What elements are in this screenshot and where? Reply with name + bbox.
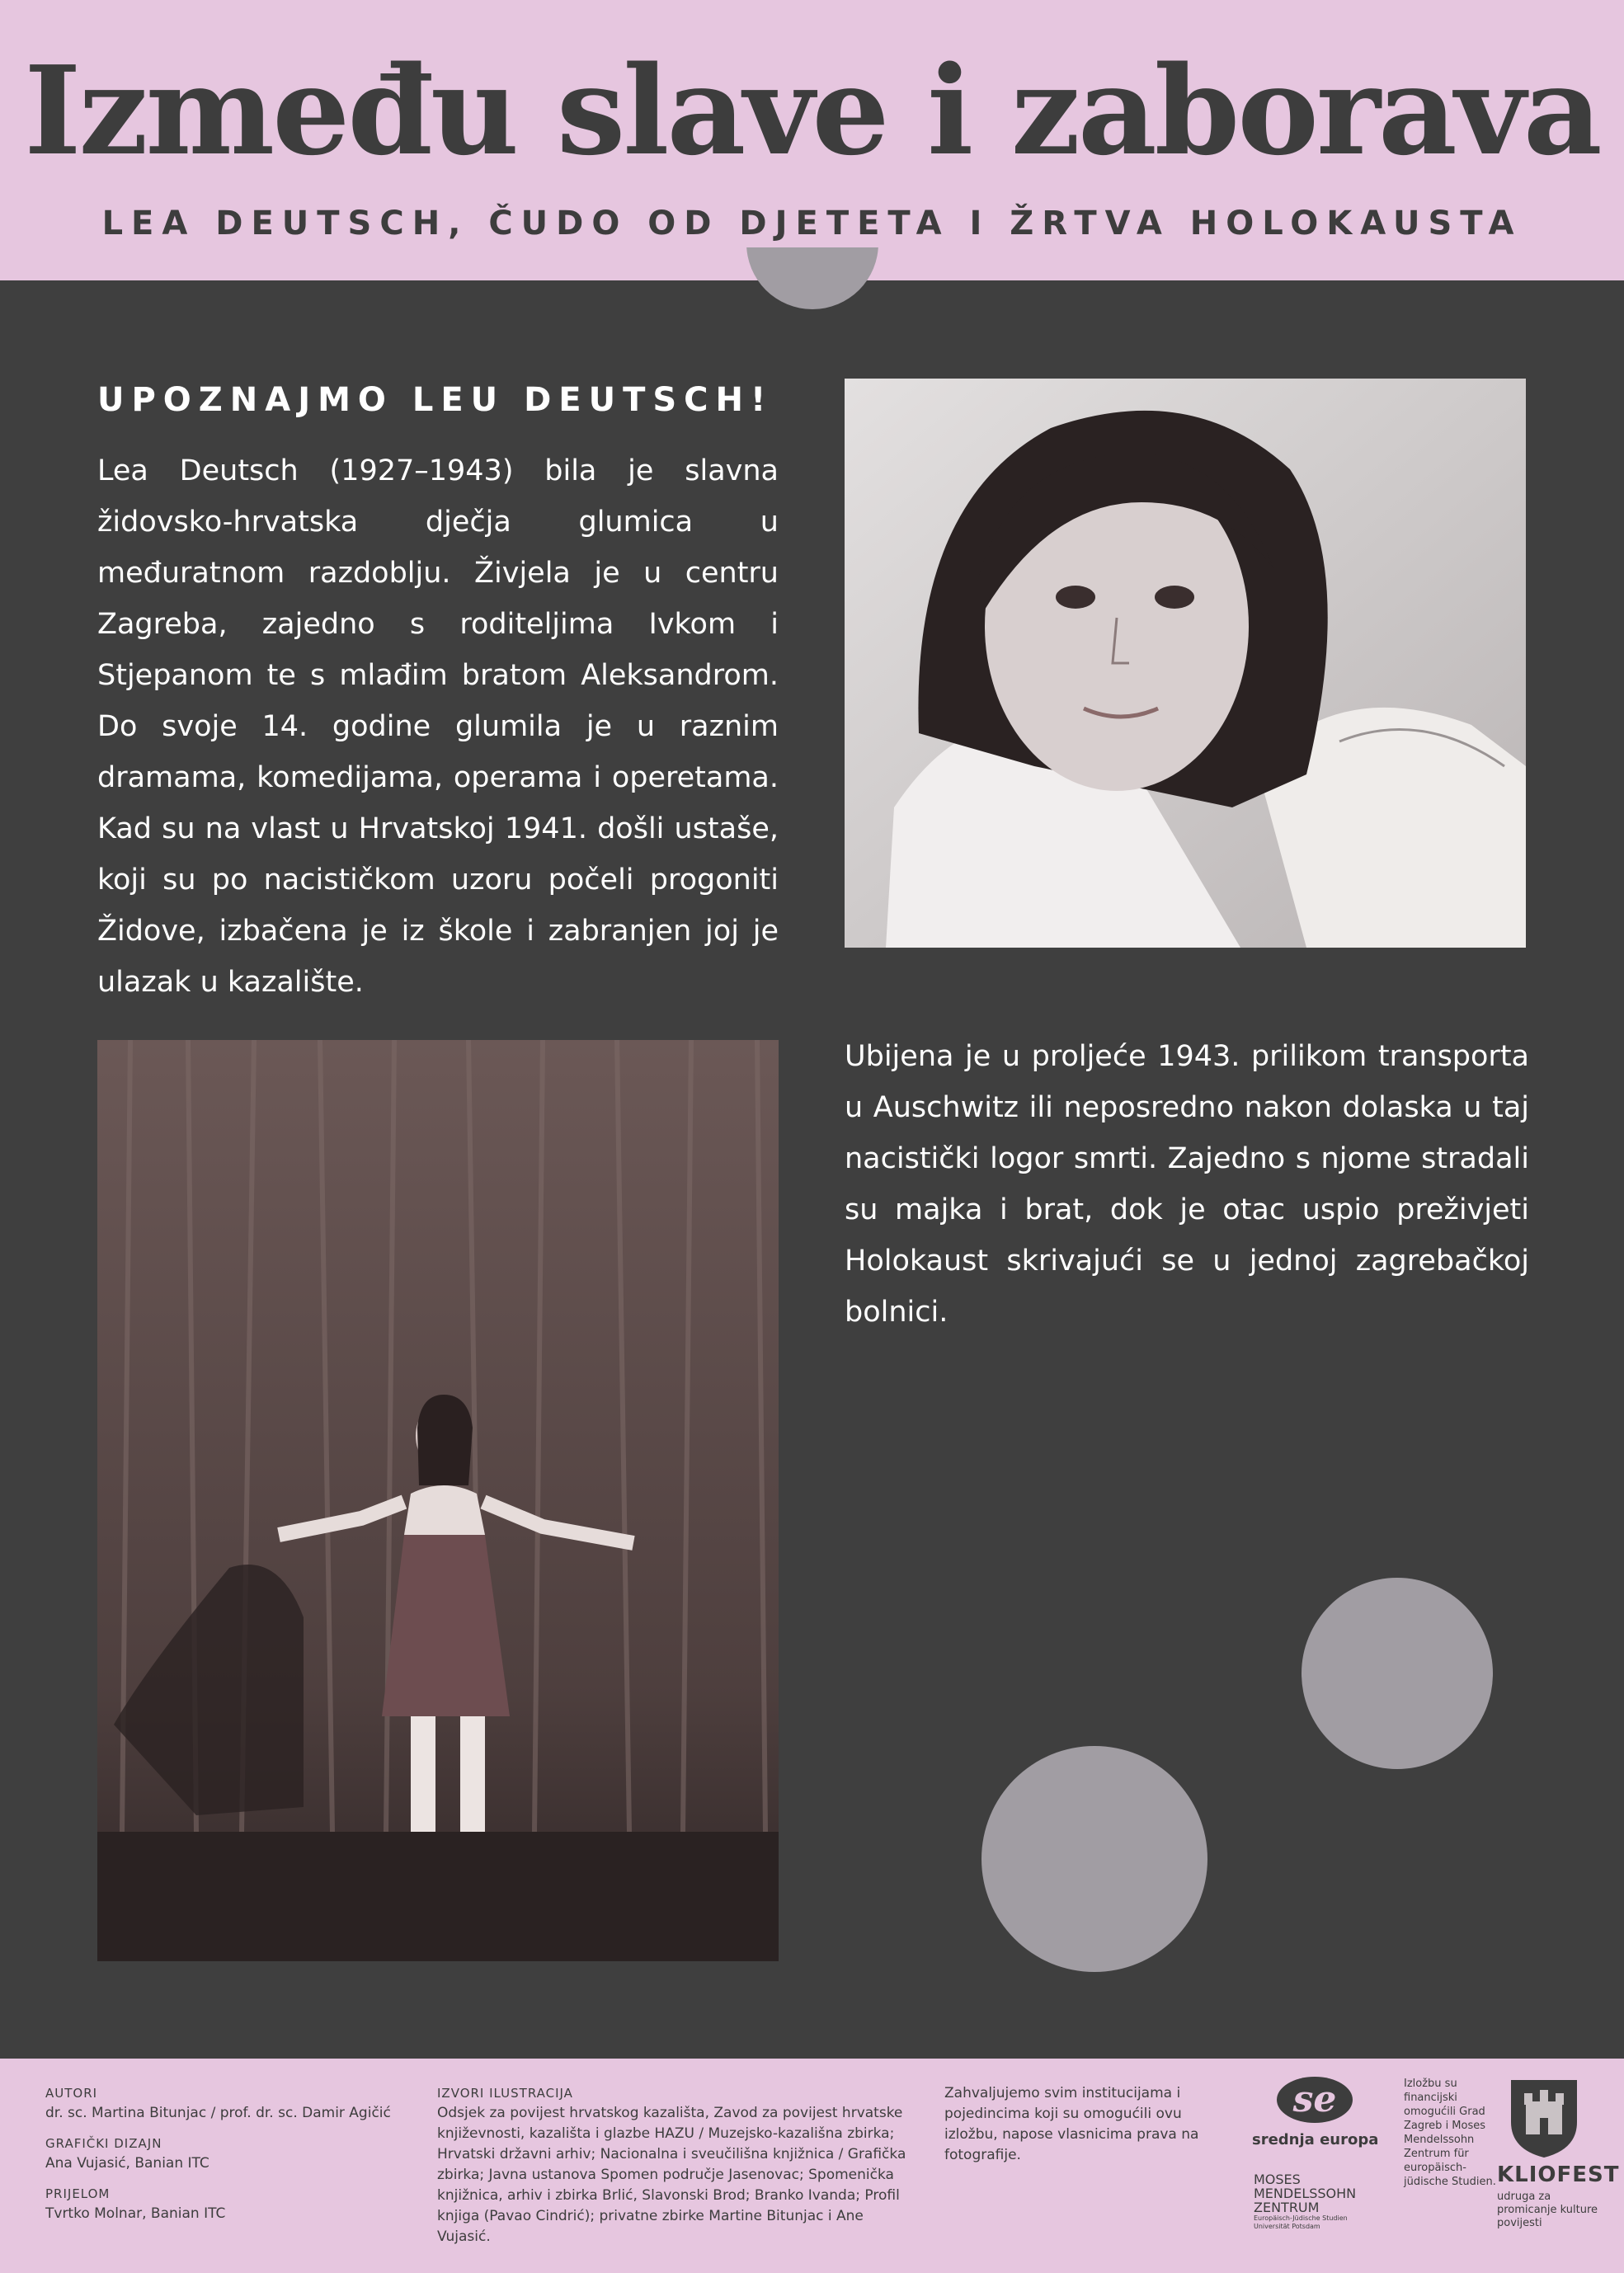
- sources-text: Odsjek za povijest hrvatskog kazališta, Zavod za povijest hrvatske književnosti, kazališta i glazbe HAZU / Muzejsko-kazališna zbirka; Hrvatski državni arhiv; Nacionalna i sveučilišna knjižnica / Grafička zbirka; Javna ustanova Spomen područje Jasenovac; Spomenička knjižnica, arhiv i zbirka Brlić, Slavonski Brod; Branko Ivanda; Profil knjiga (Pavao Cindrić); privatne zbirke Martine Bitunjac i Ane Vujasić.: [437, 2105, 906, 2245]
- funding-text: Izložbu su financijski omogućili Grad Zagreb i Moses Mendelssohn Zentrum für europäisch-jüdische Studien.: [1404, 2078, 1496, 2188]
- page-subtitle: LEA DEUTSCH, ČUDO OD DJETETA I ŽRTVA HOLOKAUSTA: [101, 205, 1523, 242]
- decorative-circle-large: [981, 1746, 1207, 1972]
- footer-band: [0, 2059, 1624, 2273]
- zagreb-coat-of-arms-icon: [1509, 2077, 1579, 2159]
- authors-text: dr. sc. Martina Bitunjac / prof. dr. sc. Damir Agičić: [45, 2105, 391, 2121]
- layout-label: PRIJELOM: [45, 2186, 111, 2201]
- sources-label: IZVORI ILUSTRACIJA: [437, 2086, 573, 2101]
- stage-photo: [97, 1040, 779, 1961]
- srednja-europa-logo: se: [1277, 2077, 1353, 2123]
- header-band: [0, 0, 1624, 280]
- mmz-sub-1: Europäisch-Jüdische Studien: [1254, 2214, 1348, 2222]
- design-label: GRAFIČKI DIZAJN: [45, 2136, 162, 2151]
- design-text: Ana Vujasić, Banian ITC: [45, 2155, 209, 2172]
- section-title: UPOZNAJMO LEU DEUTSCH!: [97, 381, 774, 419]
- page-title: Između slave i zaborava: [24, 39, 1600, 182]
- decorative-half-circle: [746, 247, 878, 313]
- thanks-text: Zahvaljujemo svim institucijama i pojedincima koji su omogućili ovu izložbu, napose vlasnicima prava na fotografije.: [944, 2085, 1199, 2163]
- mmz-line-1: MOSES: [1254, 2172, 1301, 2187]
- mmz-line-3: ZENTRUM: [1254, 2200, 1320, 2215]
- mmz-sub-2: Universität Potsdam: [1254, 2223, 1320, 2230]
- layout-text: Tvrtko Molnar, Banian ITC: [45, 2205, 226, 2222]
- kliofest-subtitle: udruga za promicanje kulture povijesti: [1497, 2191, 1598, 2229]
- mmz-line-2: MENDELSSOHN: [1254, 2186, 1357, 2201]
- authors-label: AUTORI: [45, 2086, 98, 2101]
- portrait-photo: [845, 379, 1526, 948]
- srednja-europa-label: srednja europa: [1252, 2131, 1379, 2148]
- mmz-logo: [1254, 2172, 1377, 2231]
- intro-paragraph: Lea Deutsch (1927–1943) bila je slavna židovsko-hrvatska dječja glumica u međuratnom razdoblju. Živjela je u centru Zagreba, zajedno s roditeljima Ivkom i Stjepanom te s mlađim bratom Aleksandrom. Do svoje 14. godine glumila je u raznim dramama, komedijama, operama i operetama. Kad su na vlast u Hrvatskoj 1941. došli ustaše, koji su po nacističkom uzoru počeli progoniti Židove, izbačena je iz škole i zabranjen joj je ulazak u kazalište.: [97, 454, 779, 999]
- kliofest-logo-text: KLIOFEST: [1497, 2162, 1620, 2187]
- fate-paragraph: Ubijena je u proljeće 1943. prilikom transporta u Auschwitz ili neposredno nakon dolaska u taj nacistički logor smrti. Zajedno s njome stradali su majka i brat, dok je otac uspio preživjeti Holokaust skrivajući se u jednoj zagrebačkoj bolnici.: [845, 1040, 1529, 1329]
- decorative-circle-small: [1302, 1578, 1493, 1769]
